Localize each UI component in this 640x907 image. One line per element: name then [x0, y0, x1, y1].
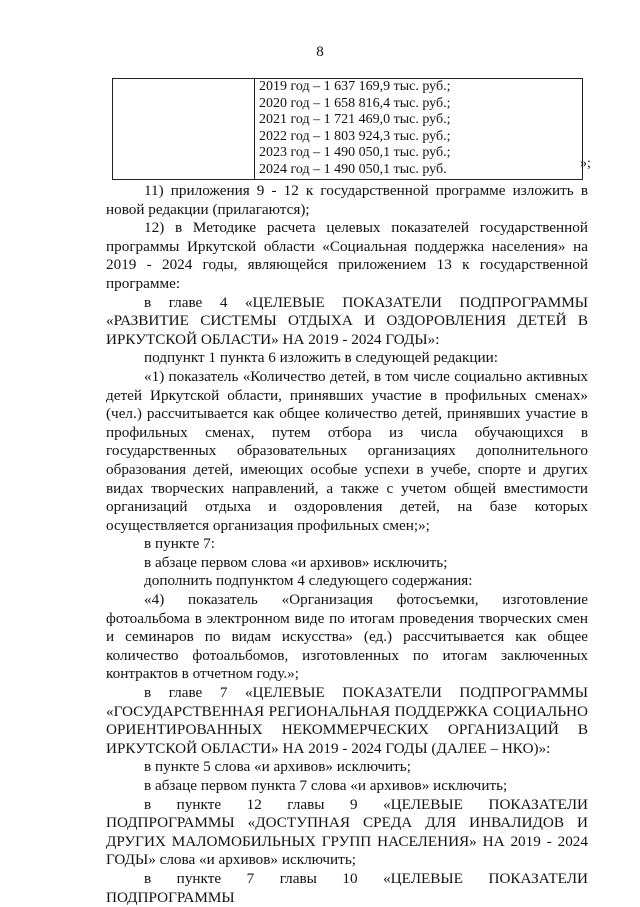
table-row	[113, 79, 583, 180]
paragraph: «1) показатель «Количество детей, в том числе социально активных детей Иркутской области, принявших участие в профильных сменах» (чел.) рассчитывается как общее количество детей, принявших участие в профильных сменах, путем отбора из числа обучающихся в государственных образовательных организациях дополнительного образования детей, имеющих особые успехи в учебе, спорте и других видах творческих направлений, а также с учетом общей вместимости организаций отдыха и оздоровления детей, на базе которых осуществляется организация профильных смен;»;	[106, 367, 588, 534]
budget-year-line: 2024 год – 1 490 050,1 тыс. руб.	[259, 161, 447, 177]
paragraph: 12) в Методике расчета целевых показателей государственной программы Иркутской области «Социальная поддержка населения» на 2019 - 2024 годы, являющейся приложением 13 к государственной программе:	[106, 219, 588, 292]
paragraph: дополнить подпунктом 4 следующего содержания:	[144, 572, 473, 590]
paragraph: в пункте 12 главы 9 «ЦЕЛЕВЫЕ ПОКАЗАТЕЛИ ПОДПРОГРАММЫ «ДОСТУПНАЯ СРЕДА ДЛЯ ИНВАЛИДОВ И ДРУГИХ МАЛОМОБИЛЬНЫХ ГРУПП НАСЕЛЕНИЯ» НА 2019 - 2024 ГОДЫ» слова «и архивов» исключить;	[106, 795, 588, 869]
table-closing-quote: »;	[580, 156, 591, 171]
budget-year-line: 2019 год – 1 637 169,9 тыс. руб.;	[259, 79, 451, 94]
budget-year-line: 2022 год – 1 803 924,3 тыс. руб.;	[259, 128, 451, 144]
budget-years-cell	[255, 79, 583, 180]
paragraph: подпункт 1 пункта 6 изложить в следующей редакции:	[144, 349, 498, 367]
paragraph: «4) показатель «Организация фотосъемки, изготовление фотоальбома в электронном виде по итогам проведения творческих смен и семинаров по видам искусства» (ед.) рассчитывается как общее количество фотоальбомов, изготовленных по итогам заключенных контрактов в отчетном году.»;	[106, 591, 588, 683]
paragraph: в пункте 5 слова «и архивов» исключить;	[144, 758, 411, 776]
page-number: 8	[316, 44, 324, 60]
paragraph: в главе 7 «ЦЕЛЕВЫЕ ПОКАЗАТЕЛИ ПОДПРОГРАММЫ «ГОСУДАРСТВЕННАЯ РЕГИОНАЛЬНАЯ ПОДДЕРЖКА СОЦИАЛЬНО ОРИЕНТИРОВАННЫХ НЕКОММЕРЧЕСКИХ ОРГАНИЗАЦИЙ В ИРКУТСКОЙ ОБЛАСТИ» НА 2019 - 2024 ГОДЫ (ДАЛЕЕ – НКО)»:	[106, 684, 588, 757]
paragraph: 11) приложения 9 - 12 к государственной программе изложить в новой редакции (прилагаются);	[106, 182, 588, 218]
budget-year-line: 2023 год – 1 490 050,1 тыс. руб.;	[259, 145, 451, 161]
paragraph: в абзаце первом слова «и архивов» исключить;	[144, 553, 448, 571]
paragraph: в пункте 7:	[144, 535, 215, 553]
budget-year-line: 2021 год – 1 721 469,0 тыс. руб.;	[259, 112, 451, 128]
budget-table	[112, 78, 583, 180]
paragraph: в абзаце первом пункта 7 слова «и архивов» исключить;	[144, 777, 508, 794]
paragraph: в пункте 7 главы 10 «ЦЕЛЕВЫЕ ПОКАЗАТЕЛИ ПОДПРОГРАММЫ	[106, 869, 588, 906]
document-body	[106, 182, 588, 907]
budget-year-line: 2020 год – 1 658 816,4 тыс. руб.;	[259, 95, 451, 111]
table-empty-cell	[113, 79, 255, 180]
paragraph: в главе 4 «ЦЕЛЕВЫЕ ПОКАЗАТЕЛИ ПОДПРОГРАММЫ «РАЗВИТИЕ СИСТЕМЫ ОТДЫХА И ОЗДОРОВЛЕНИЯ ДЕТЕЙ В ИРКУТСКОЙ ОБЛАСТИ» НА 2019 - 2024 ГОДЫ»:	[106, 293, 588, 348]
